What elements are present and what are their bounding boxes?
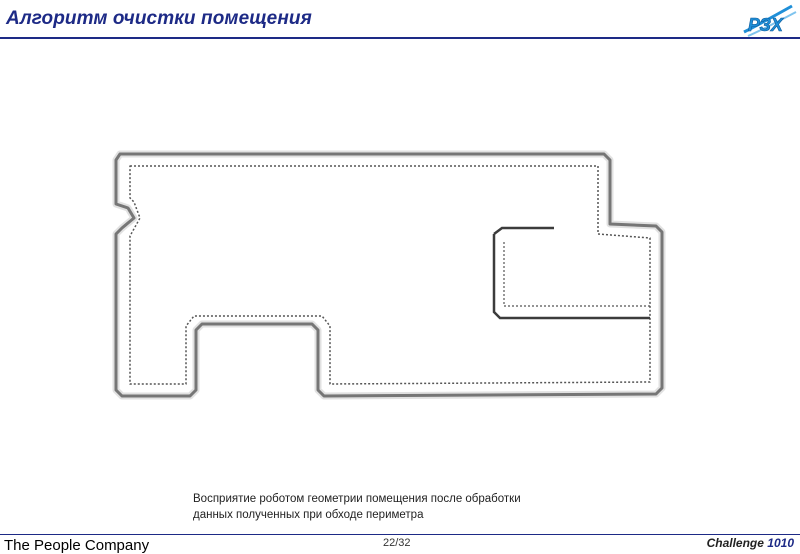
challenge-number: 1010 — [767, 536, 794, 550]
company-name: The People Company — [4, 537, 150, 554]
rzx-logo-icon — [740, 2, 798, 38]
slide-title: Алгоритм очистки помещения — [6, 8, 312, 29]
inner-path-trace — [130, 166, 650, 384]
caption-line-1: Восприятие роботом геометрии помещения после обработки — [193, 493, 521, 505]
footer-divider — [0, 534, 800, 535]
title-divider — [0, 37, 800, 39]
room-perimeter-map — [56, 86, 746, 452]
caption-line-2: данных полученных при обходе периметра — [193, 509, 424, 521]
logo-text: РЗХ — [748, 15, 783, 35]
figure-caption — [193, 491, 521, 523]
challenge-text: Challenge — [706, 536, 764, 550]
page-number: 22/32 — [383, 537, 411, 549]
challenge-label — [707, 536, 794, 550]
room-map-figure — [56, 86, 746, 452]
notch-inner-edge — [494, 228, 554, 234]
